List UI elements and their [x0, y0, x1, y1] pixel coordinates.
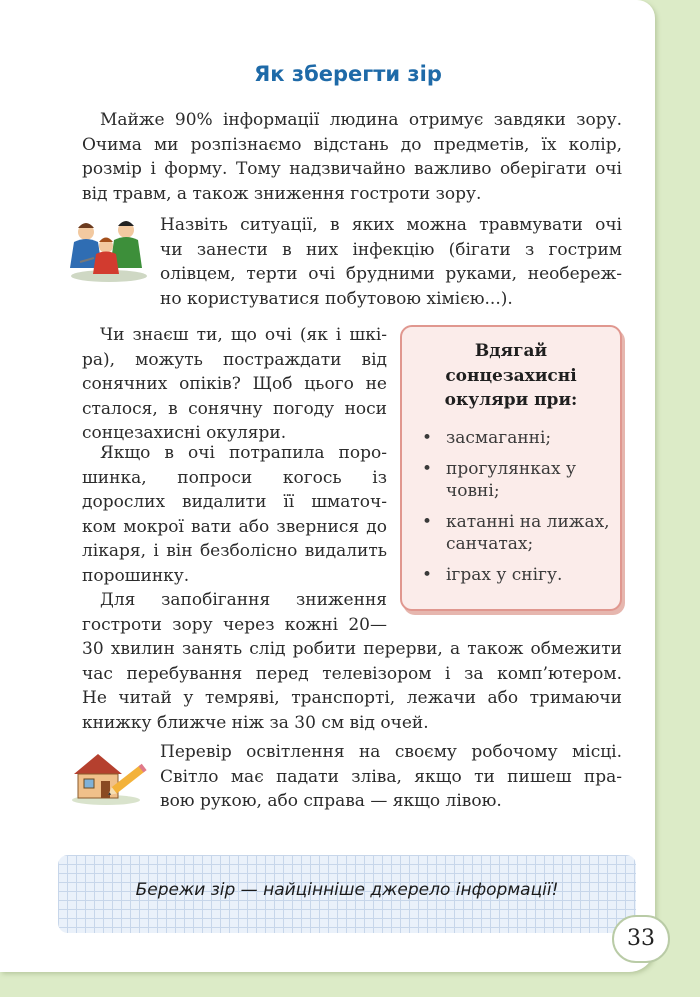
bullet-icon: •: [422, 512, 433, 532]
bullet-icon: •: [422, 459, 433, 479]
text-line: ра), можуть постраждати від: [82, 349, 387, 370]
list-item-text: прогулянках у човні;: [446, 459, 576, 501]
sunglasses-tip-box: [400, 325, 622, 611]
list-item: [422, 458, 622, 502]
page-number: 33: [612, 915, 670, 963]
text-line: Назвіть ситуації, в яких можна травмувати очі: [160, 215, 622, 235]
summary-note: Бережи зір — найцінніше джерело інформації!: [135, 880, 559, 900]
text-line: Якщо в очі потрапила поро-: [100, 443, 387, 463]
text-line: но користуватися побутовою хімією...).: [160, 288, 513, 309]
bullet-icon: •: [422, 428, 433, 448]
text-line: сонячних опіків? Щоб цього не: [82, 374, 387, 394]
text-line: Для запобігання зниження: [100, 590, 387, 610]
text-line: сталося, в сонячну погоду носи: [82, 398, 387, 419]
text-line: лікаря, і він безболісно видалить: [82, 541, 387, 561]
text-line: ком мокрої вати або звернися до: [82, 516, 387, 537]
situations-paragraph: [160, 213, 622, 311]
text-line: Не читай у темряві, транспорті, лежачи або тримаючи: [82, 688, 622, 708]
tip-title-line: Вдягай: [474, 341, 548, 361]
list-item: [422, 427, 622, 449]
text-line: Перевір освітлення на своєму робочому місці.: [160, 742, 622, 762]
lighting-paragraph: [160, 740, 622, 814]
house-pencil-icon: [68, 748, 148, 806]
text-line: час перебування перед телевізором і за комп’ютером.: [82, 663, 622, 684]
text-line: шинка, попроси когось із: [82, 467, 387, 488]
text-line: Світло має падати зліва, якщо ти пишеш пра-: [160, 766, 622, 787]
text-line: 30 хвилин занять слід робити перерви, а також обмежити: [82, 639, 622, 659]
text-line: Майже 90% інформації людина отримує завдяки зору.: [100, 110, 622, 130]
bullet-icon: •: [422, 565, 433, 585]
dust-paragraph: [82, 441, 387, 588]
text-line: вою рукою, або справа — якщо лівою.: [160, 791, 502, 811]
text-line: дорослих видалити її шматоч-: [82, 492, 387, 512]
text-line: від травм, а також зниження гостроти зору.: [82, 183, 482, 204]
text-line: Чи знаєш ти, що очі (як і шкі-: [100, 325, 387, 345]
tip-title-line: сонцезахисні: [445, 365, 577, 386]
intro-paragraph: [82, 108, 622, 206]
list-item: [422, 564, 622, 586]
list-item-text: іграх у снігу.: [446, 565, 563, 585]
text-line: Очима ми розпізнаємо відстань до предметів, їх колір,: [82, 134, 622, 155]
text-line: порошинку.: [82, 565, 190, 586]
list-item-text: засмаганні;: [446, 428, 552, 448]
text-line: гостроти зору через кожні 20—: [82, 614, 387, 635]
text-line: розмір і форму. Тому надзвичайно важливо оберігати очі: [82, 159, 622, 179]
list-item: [422, 511, 622, 555]
page-title: Як зберегти зір: [254, 62, 442, 86]
list-item-text: катанні на лижах, санчатах;: [446, 512, 610, 554]
sunglasses-tip-title: [402, 339, 620, 413]
text-line: сонцезахисні окуляри.: [82, 423, 287, 443]
text-line: олівцем, терти очі брудними руками, необереж-: [160, 264, 622, 284]
sunburn-paragraph: [82, 323, 387, 446]
tip-title-line: окуляри при:: [444, 390, 578, 410]
sunglasses-tip-list: [422, 427, 622, 595]
children-playing-icon: [66, 218, 152, 284]
text-line: чи занести в них інфекцію (бігати з гострим: [160, 239, 622, 260]
text-line: книжку ближче ніж за 30 см від очей.: [82, 712, 429, 733]
